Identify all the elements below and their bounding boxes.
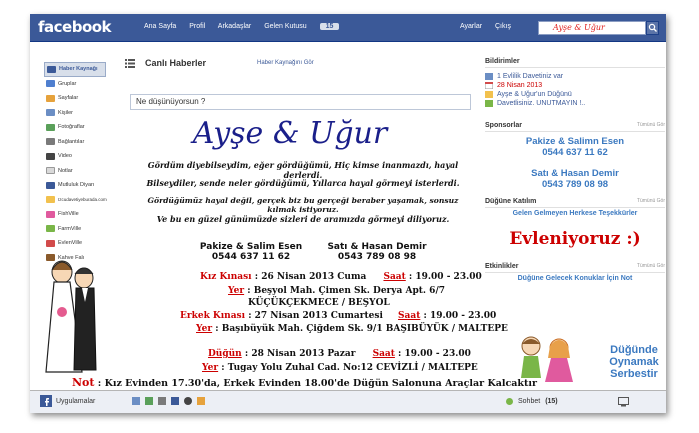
facebook-logo[interactable]: facebook xyxy=(38,18,112,36)
attendance-title: Düğüne Katılım Tümünü Gör xyxy=(485,198,665,208)
online-status-icon xyxy=(506,398,513,405)
fishville-icon xyxy=(46,211,55,218)
links-icon xyxy=(46,138,55,145)
events-text: Düğüne Gelecek Konuklar İçin Not xyxy=(517,275,633,282)
inbox-count-badge[interactable]: 15 xyxy=(320,23,340,30)
news-feed-list-icon xyxy=(125,59,135,68)
nav-inbox[interactable]: Gelen Kutusu xyxy=(264,23,307,30)
nav-friends[interactable]: Arkadaşlar xyxy=(217,23,252,30)
kina1-line xyxy=(200,272,482,282)
notes-icon xyxy=(46,167,55,174)
kina1-time: : 19.00 - 23.00 xyxy=(408,272,482,282)
people-icon xyxy=(46,109,55,116)
invitation-heading: Ayşe & Uğur xyxy=(192,116,388,151)
groom-family xyxy=(322,242,432,262)
kina2-time-label: Saat xyxy=(398,311,421,321)
invite-icon xyxy=(485,73,493,80)
heart-app-icon xyxy=(46,182,55,189)
sponsor2-phone: 0543 789 08 98 xyxy=(541,179,609,190)
news-feed-link[interactable]: Haber Kaynağını Gör xyxy=(257,60,314,66)
slogan-line-3: Serbestir xyxy=(610,368,658,380)
note-line xyxy=(72,376,537,389)
chat-count: (15) xyxy=(545,398,558,405)
wedding-label: Düğün xyxy=(208,349,242,359)
sponsors-see-all[interactable]: Tümünü Gör xyxy=(636,122,665,128)
event-icon xyxy=(485,91,493,98)
kina1-place-line xyxy=(228,286,445,296)
notifications-title: Bildirimler xyxy=(485,58,665,68)
wedding-time-label: Saat xyxy=(372,349,395,359)
top-nav-right xyxy=(460,23,522,30)
sidebar-item-pages[interactable]: Sayfalar xyxy=(44,91,106,106)
sidebar-item-photos[interactable]: Fotoğraflar xyxy=(44,120,106,135)
sidebar-item-site[interactable]: Izcudavetiyeburada.com xyxy=(44,193,106,208)
sidebar-item-groups[interactable]: Gruplar xyxy=(44,77,106,92)
links-app-icon[interactable] xyxy=(158,397,166,405)
kina2-line xyxy=(180,311,496,321)
notif-line-1[interactable]: 1 Evlilik Davetiniz var xyxy=(485,72,665,81)
sponsors-title: Sponsorlar Tümünü Gör xyxy=(485,122,665,132)
top-bar xyxy=(30,14,666,42)
events-title: Etkinlikler Tümünü Gör xyxy=(485,263,665,273)
flag-icon xyxy=(485,100,493,107)
photos-app-icon[interactable] xyxy=(132,397,140,405)
kina1-label: Kız Kınası xyxy=(200,272,252,282)
events-see-all[interactable]: Tümünü Gör xyxy=(636,263,665,269)
poem-line-4: Ve bu en güzel günümüzde sizleri de aramızda görmeyi diliyoruz. xyxy=(156,214,450,224)
kina2-place-label: Yer xyxy=(196,324,213,334)
search-icon xyxy=(647,22,658,34)
sidebar-item-farmville[interactable]: FarmVille xyxy=(44,222,106,237)
sidebar-item-video[interactable]: Video xyxy=(44,149,106,164)
bride-groom-illustration xyxy=(42,252,102,382)
facebook-f-icon xyxy=(40,395,52,407)
video-icon xyxy=(46,153,55,160)
groups-icon xyxy=(46,80,55,87)
sidebar-item-notes[interactable]: Notlar xyxy=(44,164,106,179)
poem-line-3: Gördüğümüz hayal değil, gerçek biz bu gerçeği beraber yaşamak, sonsuz kılmak istiyoruz. xyxy=(147,196,459,214)
chat-app-icon[interactable] xyxy=(171,397,179,405)
kina2-label: Erkek Kınası xyxy=(180,311,246,321)
kina2-place: : Başıbüyük Mah. Çiğdem Sk. 9/1 BAŞIBÜYÜK / MALTEPE xyxy=(215,324,508,334)
kina1-place-line-2: KÜÇÜKÇEKMECE / BEŞYOL xyxy=(248,298,390,308)
note-text: : Kız Evinden 17.30'da, Erkek Evinden 18.00'de Düğün Salonuna Araçlar Kalcaktır xyxy=(97,378,538,389)
nav-profile[interactable]: Profil xyxy=(189,23,206,30)
sponsor2-name: Satı & Hasan Demir xyxy=(531,168,619,179)
quick-icons xyxy=(132,397,205,405)
bottom-bar xyxy=(30,390,666,413)
slogan-line-2: Oynamak xyxy=(609,356,659,368)
groom-family-name: Satı & Hasan Demir xyxy=(327,242,427,252)
kina2-place-line xyxy=(196,324,508,334)
events-app-icon[interactable] xyxy=(197,397,205,405)
poem-line-1: Gördüm diyebilseydim, eğer gördüğümü, Hiç kimse inanmazdı, hayal derlerdi. xyxy=(147,160,459,180)
note-label: Not xyxy=(72,376,95,389)
sidebar-item-evlenville[interactable]: EvlenVille xyxy=(44,236,106,251)
wedding-place-label: Yer xyxy=(202,363,219,373)
notes-app-icon[interactable] xyxy=(145,397,153,405)
sidebar-item-people[interactable]: Kişiler xyxy=(44,106,106,121)
nav-settings[interactable]: Ayarlar xyxy=(460,23,483,30)
search-input[interactable] xyxy=(538,21,646,35)
notif-line-2: 28 Nisan 2013 xyxy=(485,81,665,90)
search-value: Ayşe & Uğur xyxy=(553,23,605,32)
bride-family-phone: 0544 637 11 62 xyxy=(211,252,291,262)
kina1-place: : Beşyol Mah. Çimen Sk. Derya Apt. 6/7 xyxy=(247,286,445,296)
kina1-date: : 26 Nisan 2013 Cuma xyxy=(254,272,367,282)
notif-line-4[interactable]: Davetlisiniz. UNUTMAYIN !.. xyxy=(485,99,665,108)
slogan-line-1: Düğünde xyxy=(610,344,658,356)
kina1-place-label: Yer xyxy=(228,286,245,296)
wedding-line xyxy=(208,349,471,359)
sidebar-item-links[interactable]: Bağlantılar xyxy=(44,135,106,150)
wedding-place: : Tugay Yolu Zuhal Cad. No:12 CEVİZLİ / MALTEPE xyxy=(221,363,478,373)
kina1-time-label: Saat xyxy=(383,272,406,282)
evleniyoruz-banner: Evleniyoruz :) xyxy=(509,229,641,249)
sponsor1-name: Pakize & Salimn Esen xyxy=(525,136,625,147)
page-title: Canlı Haberler xyxy=(145,58,207,68)
notifications-list xyxy=(485,72,665,108)
poem-line-2: Bilseydiler, sende neler gördüğümü, Yıllarca hayal görmeyi isterlerdi. xyxy=(146,178,460,188)
site-icon xyxy=(46,196,55,203)
wedding-place-line xyxy=(202,363,478,373)
attendance-see-all[interactable]: Tümünü Gör xyxy=(636,198,665,204)
nav-home[interactable]: Ana Sayfa xyxy=(144,23,177,30)
bride-family xyxy=(196,242,306,262)
video-app-icon[interactable] xyxy=(184,397,192,405)
status-input[interactable]: Ne düşünüyorsun ? xyxy=(130,94,471,110)
left-sidebar xyxy=(44,62,106,265)
evlenville-icon xyxy=(46,240,55,247)
slogan xyxy=(599,344,669,380)
wedding-date: : 28 Nisan 2013 Pazar xyxy=(244,349,356,359)
photos-icon xyxy=(46,124,55,131)
chat-button[interactable]: Sohbet (15) xyxy=(506,398,558,405)
facebook-window xyxy=(30,14,666,413)
sidebar-item-fishville[interactable]: FishVille xyxy=(44,207,106,222)
notif-line-3[interactable]: Ayşe & Uğur'un Düğünü xyxy=(485,90,665,99)
pages-icon xyxy=(46,95,55,102)
sidebar-item-mutluluk[interactable]: Mutluluk Diyarı xyxy=(44,178,106,193)
popout-icon[interactable] xyxy=(618,397,629,407)
farmville-icon xyxy=(46,225,55,232)
sponsor1-phone: 0544 637 11 62 xyxy=(542,147,608,158)
search-button[interactable] xyxy=(646,21,659,35)
top-nav xyxy=(144,23,350,30)
news-feed-icon xyxy=(47,66,56,73)
attendance-text: Gelen Gelmeyen Herkese Teşekkürler xyxy=(512,210,638,217)
sidebar-item-news-feed[interactable]: Haber Kaynağı xyxy=(44,62,106,77)
calendar-icon xyxy=(485,82,493,89)
bride-family-name: Pakize & Salim Esen xyxy=(199,242,303,252)
groom-family-phone: 0543 789 08 98 xyxy=(337,252,417,262)
dancing-kids-illustration xyxy=(515,334,577,394)
kina2-time: : 19.00 - 23.00 xyxy=(423,311,497,321)
apps-menu[interactable]: Uygulamalar xyxy=(40,395,95,407)
sidebar-item-kahve[interactable]: Kahve Falı xyxy=(44,251,106,266)
nav-logout[interactable]: Çıkış xyxy=(495,23,511,30)
kina2-date: : 27 Nisan 2013 Cumartesi xyxy=(248,311,383,321)
right-column xyxy=(485,58,665,380)
wedding-time: : 19.00 - 23.00 xyxy=(398,349,471,359)
